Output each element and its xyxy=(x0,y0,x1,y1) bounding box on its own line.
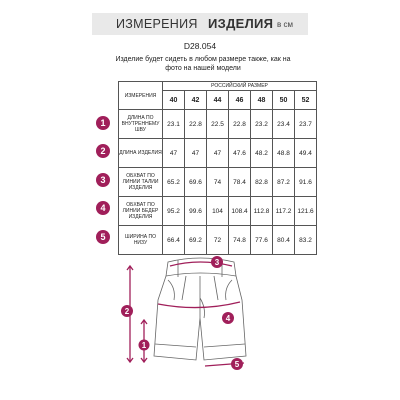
table-cell: 22.8 xyxy=(185,110,207,139)
unit-label: в см xyxy=(277,20,293,29)
diagram-marker xyxy=(222,312,234,324)
size-header: 44 xyxy=(207,91,229,110)
table-cell: 121.6 xyxy=(295,197,317,226)
table-cell: 91.6 xyxy=(295,168,317,197)
table-cell: 74 xyxy=(207,168,229,197)
table-cell: 69.6 xyxy=(185,168,207,197)
table-cell: 69.2 xyxy=(185,226,207,255)
row-label: ОБХВАТ ПО ЛИНИИ ТАЛИИ ИЗДЕЛИЯ xyxy=(119,168,163,197)
row-number-badge: 2 xyxy=(96,144,110,158)
table-cell: 23.4 xyxy=(273,110,295,139)
table-cell: 66.4 xyxy=(163,226,185,255)
table-cell: 65.2 xyxy=(163,168,185,197)
table-cell: 78.4 xyxy=(229,168,251,197)
table-cell: 99.6 xyxy=(185,197,207,226)
svg-text:2: 2 xyxy=(124,307,130,316)
svg-text:4: 4 xyxy=(225,314,231,323)
svg-text:1: 1 xyxy=(141,341,147,350)
table-cell: 48.2 xyxy=(251,139,273,168)
svg-text:3: 3 xyxy=(214,258,220,267)
table-cell: 47 xyxy=(163,139,185,168)
table-cell: 82.8 xyxy=(251,168,273,197)
table-cell: 117.2 xyxy=(273,197,295,226)
table-cell: 47.6 xyxy=(229,139,251,168)
table-cell: 87.2 xyxy=(273,168,295,197)
size-header: 52 xyxy=(295,91,317,110)
row-number-badge: 4 xyxy=(96,201,110,215)
table-cell: 48.8 xyxy=(273,139,295,168)
table-cell: 47 xyxy=(207,139,229,168)
diagram-marker xyxy=(211,256,223,268)
table-cell: 22.8 xyxy=(229,110,251,139)
table-cell: 108.4 xyxy=(229,197,251,226)
row-label: ОБХВАТ ПО ЛИНИИ БЕДЕР ИЗДЕЛИЯ xyxy=(119,197,163,226)
table-cell: 49.4 xyxy=(295,139,317,168)
size-header: 48 xyxy=(251,91,273,110)
table-cell: 23.2 xyxy=(251,110,273,139)
size-system-label: РОССИЙСКИЙ РАЗМЕР xyxy=(163,82,317,91)
article-number: D28.054 xyxy=(183,41,217,51)
table-cell: 77.6 xyxy=(251,226,273,255)
table-cell: 47 xyxy=(185,139,207,168)
size-header: 40 xyxy=(163,91,185,110)
table-cell: 112.8 xyxy=(251,197,273,226)
diagram-marker xyxy=(231,358,243,370)
table-cell: 74.8 xyxy=(229,226,251,255)
measurements-header: ИЗМЕРЕНИЯ xyxy=(119,82,163,110)
table-cell: 22.5 xyxy=(207,110,229,139)
table-cell: 72 xyxy=(207,226,229,255)
size-header: 46 xyxy=(229,91,251,110)
table-cell: 23.1 xyxy=(163,110,185,139)
title-product: ИЗДЕЛИЯ xyxy=(208,16,274,31)
row-label: ДЛИНА ИЗДЕЛИЯ xyxy=(119,139,163,168)
row-label: ШИРИНА ПО НИЗУ xyxy=(119,226,163,255)
row-number-badge: 3 xyxy=(96,173,110,187)
svg-text:5: 5 xyxy=(234,360,240,369)
fit-description: Изделие будет сидеть в любом размере также, как на фото на нашей модели xyxy=(115,56,291,72)
diagram-marker xyxy=(121,305,133,317)
table-cell: 23.7 xyxy=(295,110,317,139)
size-header: 50 xyxy=(273,91,295,110)
row-number-badge: 5 xyxy=(96,230,110,244)
table-cell: 80.4 xyxy=(273,226,295,255)
size-header: 42 xyxy=(185,91,207,110)
table-cell: 104 xyxy=(207,197,229,226)
title-measurements: ИЗМЕРЕНИЯ xyxy=(116,17,198,31)
row-label: ДЛИНА ПО ВНУТРЕННЕМУ ШВУ xyxy=(119,110,163,139)
table-cell: 95.2 xyxy=(163,197,185,226)
table-cell: 83.2 xyxy=(295,226,317,255)
diagram-marker xyxy=(139,340,150,351)
row-number-badge: 1 xyxy=(96,116,110,130)
